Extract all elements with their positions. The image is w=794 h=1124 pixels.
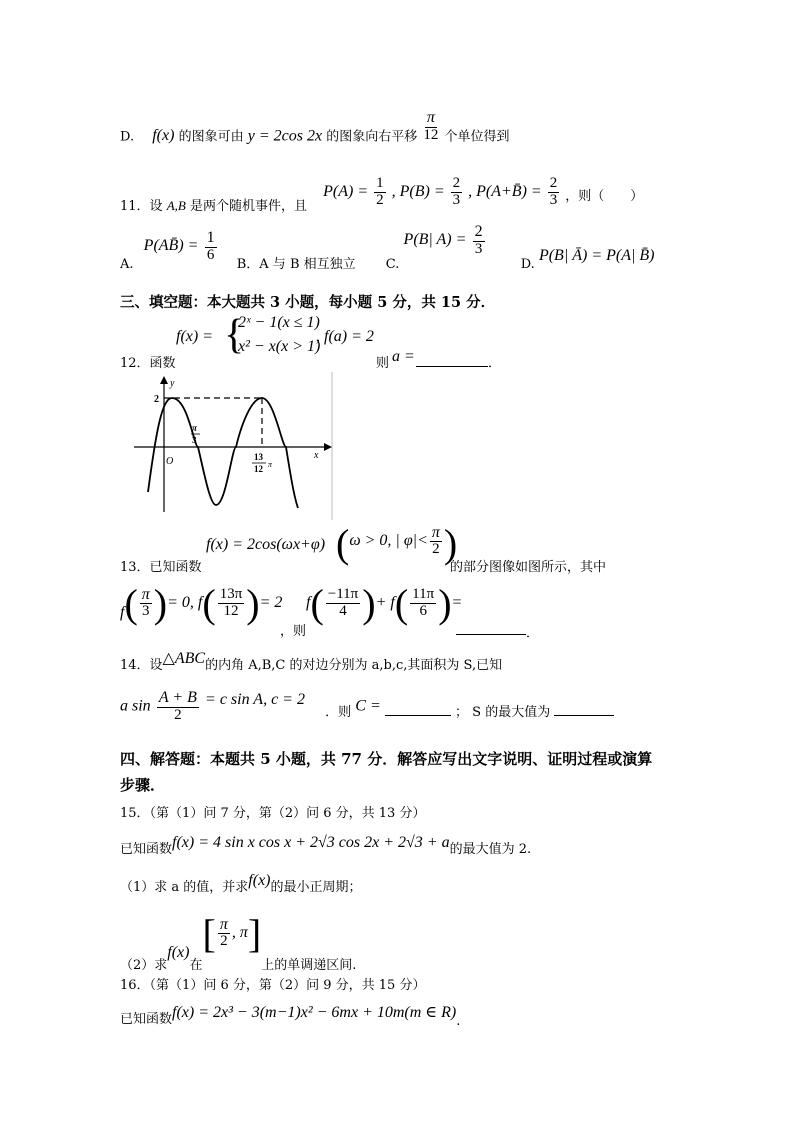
frac-num: 13π [219, 586, 243, 603]
frac-num: 2 [549, 175, 558, 191]
frac-num: π [431, 523, 440, 541]
answer-bracket: ，则（ ） [565, 188, 644, 204]
paren-left: ( [336, 521, 350, 566]
q13-then: ，则 [280, 624, 307, 639]
q14-line-2 [120, 690, 614, 724]
frac-den: 3 [142, 603, 150, 620]
part-2-text-3: 上的单调递区间. [261, 958, 357, 973]
q11-stem [120, 175, 644, 214]
frac-den: 12 [223, 602, 239, 619]
frac-den: 2 [432, 541, 440, 558]
f-symbol: f [306, 594, 311, 611]
frac-num: A + B [158, 689, 197, 706]
q13-given: f( $\frac{\pi}{3}$ )= 0, f( $\frac{13\pi}{12}$ )= 2 [120, 581, 283, 626]
q10d-text-1: 的图象可由 [178, 129, 244, 145]
mark-den: 12 [254, 464, 263, 474]
option-a [143, 229, 223, 263]
option-c-label: C. [385, 257, 400, 273]
triangle-symbol: △ABC [162, 650, 206, 667]
q13-condition [336, 521, 458, 570]
eq-part: a sin [120, 697, 151, 715]
q14-line-1 [120, 650, 503, 674]
pi-over-3-num: π [192, 423, 197, 433]
y-axis-label: y [170, 378, 175, 389]
mark-pi: π [268, 460, 273, 469]
frac-num: 1 [376, 175, 384, 191]
x-axis-label: x [314, 450, 319, 461]
q13-end: ． [526, 626, 540, 641]
function-symbol: f(x) [152, 127, 175, 145]
eq-part: P(A) = [323, 182, 369, 200]
cosine-curve [148, 398, 298, 508]
q10d-text-3: 个单位得到 [444, 129, 510, 145]
frac-num: 2 [452, 175, 461, 191]
frac-den: 4 [339, 602, 347, 619]
q11-options [120, 223, 655, 273]
max-value-label: 2 [154, 394, 159, 405]
eq-part: = [451, 594, 463, 611]
q16-end: . [456, 1014, 461, 1029]
frac-num: 11π [412, 586, 435, 603]
s-answer-label: S 的最大值为 [472, 705, 551, 721]
frac-den: 6 [206, 246, 215, 263]
frac-num: π [219, 915, 228, 933]
eq-part: , P(B) = [391, 182, 445, 200]
q12 [120, 314, 540, 370]
q11-equation [323, 175, 565, 208]
option-b: B．A 与 B 相互独立 [236, 257, 356, 273]
q10d-text-2: 的图象向右平移 [326, 129, 418, 145]
q15-part-1 [120, 870, 362, 895]
origin-label: O [166, 456, 174, 467]
q12-condition: , f(a) = 2 [316, 328, 374, 345]
question-number: 14．设 [120, 658, 163, 673]
q15-part-2 [120, 911, 357, 973]
q12-end: ． [488, 356, 502, 371]
frac-den: 3 [549, 191, 558, 208]
function-symbol: f(x) [248, 872, 271, 889]
eq-part: = 0, f [167, 594, 203, 611]
eq-part: + f [375, 594, 395, 611]
option-d: P(B| Ā) = P(A| B̄) [538, 247, 655, 265]
frac-num: 2 [474, 223, 483, 240]
option-d-label: D. [520, 257, 535, 273]
frac-den: 2 [174, 706, 182, 723]
q15-tail: 的最大值为 2. [449, 842, 532, 857]
piecewise-brace: { [224, 312, 245, 358]
mark-num: 13 [254, 452, 263, 462]
frac-den: 2 [220, 933, 228, 950]
frac-num: π [141, 585, 150, 603]
option-a-label: A. [120, 257, 134, 273]
q16-stem [120, 1002, 461, 1029]
eq-part: , P(A+B̄) = [468, 182, 542, 200]
q14-text: 的内角 A,B,C 的对边分别为 a,b,c,其面积为 S,已知 [205, 658, 503, 673]
frac-num: π [426, 109, 435, 126]
q13-line-2 [120, 581, 680, 641]
q15-equation: f(x) = 4 sin x cos x + 2√3 cos 2x + 2√3 + a [172, 834, 450, 851]
frac-den: 3 [452, 191, 461, 208]
eq-part: P(B| A) = [403, 231, 467, 249]
q15-stem [120, 832, 532, 857]
paren-right: ) [443, 521, 458, 566]
part-2-text-2: 在 [189, 958, 203, 973]
piecewise-case-1: 2ˣ − 1(x ≤ 1) [238, 314, 320, 331]
q14-then: ．则 [325, 705, 352, 721]
y-axis-arrow [160, 376, 168, 384]
frac-den: 12 [423, 126, 439, 143]
q16-intro: 已知函数 [120, 1012, 173, 1027]
interval-end: , π [231, 924, 248, 941]
x-axis-arrow [324, 443, 332, 451]
question-number: 11．设 [120, 198, 163, 214]
q11-text: 是两个随机事件，且 [189, 198, 307, 214]
frac-num: −11π [327, 586, 359, 603]
q15-header: 15．（第（1）问 7 分，第（2）问 6 分，共 13 分） [120, 806, 426, 821]
q12-then: 则 [376, 356, 390, 371]
q12-answer-label: a = [392, 348, 415, 365]
question-number: 12．函数 [120, 356, 176, 371]
frac-num: 1 [206, 229, 215, 246]
q10-option-d [120, 109, 510, 154]
q16-header: 16．（第（1）问 6 分，第（2）问 9 分，共 15 分） [120, 978, 426, 993]
section-4-title-2: 步骤． [120, 776, 166, 794]
eq-part: = 2 [259, 594, 283, 611]
s-answer-blank[interactable] [554, 701, 614, 716]
option-c [403, 223, 491, 257]
part-1-text-2: 的最小正周期； [270, 880, 362, 895]
frac-den: 2 [376, 191, 384, 208]
q13-line-1 [120, 521, 680, 575]
condition-text: ω > 0, | φ|< [349, 532, 428, 549]
function-symbol: f(x) [167, 944, 190, 961]
q13-answer-blank[interactable] [456, 618, 526, 635]
q13-function: f(x) = 2cos(ωx+φ) [206, 536, 326, 553]
question-number: 13．已知函数 [120, 560, 202, 575]
part-1-text: （1）求 a 的值，并求 [120, 880, 249, 895]
f-symbol: f [120, 604, 125, 621]
section-4-title-1: 四、解答题：本题共 5 小题，共 77 分．解答应写出文字说明、证明过程或演算 [120, 750, 653, 768]
q10d-equation: y = 2cos 2x [247, 127, 323, 145]
q13-text: 的部分图像如图所示，其中 [450, 560, 607, 575]
frac-den: 3 [474, 240, 483, 257]
pi-over-3-den: 3 [192, 435, 197, 445]
shift-fraction [423, 110, 438, 144]
eq-part: P(AB̄) = [143, 237, 199, 255]
q12-answer-blank[interactable] [416, 350, 488, 367]
section-3-title: 三、填空题：本大题共 3 小题，每小题 5 分，共 15 分． [120, 294, 496, 311]
q12-function: f(x) = [176, 328, 213, 345]
eq-part: = c sin A, c = 2 [205, 691, 305, 709]
frac-den: 6 [419, 602, 427, 619]
part-2-text: （2）求 [120, 958, 168, 973]
q11-vars: A,B [166, 197, 186, 213]
q13-ask: f( $\frac{-11\pi}{4}$ )+ f( $\frac{11\pi}{6}$ )= [306, 581, 463, 626]
c-answer-label: C = [355, 697, 381, 715]
interval: [ $\frac{\pi}{2}$ , π] [202, 911, 262, 956]
q15-intro: 已知函数 [120, 842, 173, 857]
option-label: D. [120, 129, 135, 145]
cosine-graph [128, 372, 334, 520]
half-angle-fraction [157, 690, 199, 724]
q16-equation: f(x) = 2x³ − 3(m−1)x² − 6mx + 10m(m ∈ R) [172, 1004, 457, 1021]
separator: ； [455, 705, 469, 721]
c-answer-blank[interactable] [385, 701, 451, 716]
piecewise-case-2: x² − x(x > 1) [238, 338, 321, 355]
